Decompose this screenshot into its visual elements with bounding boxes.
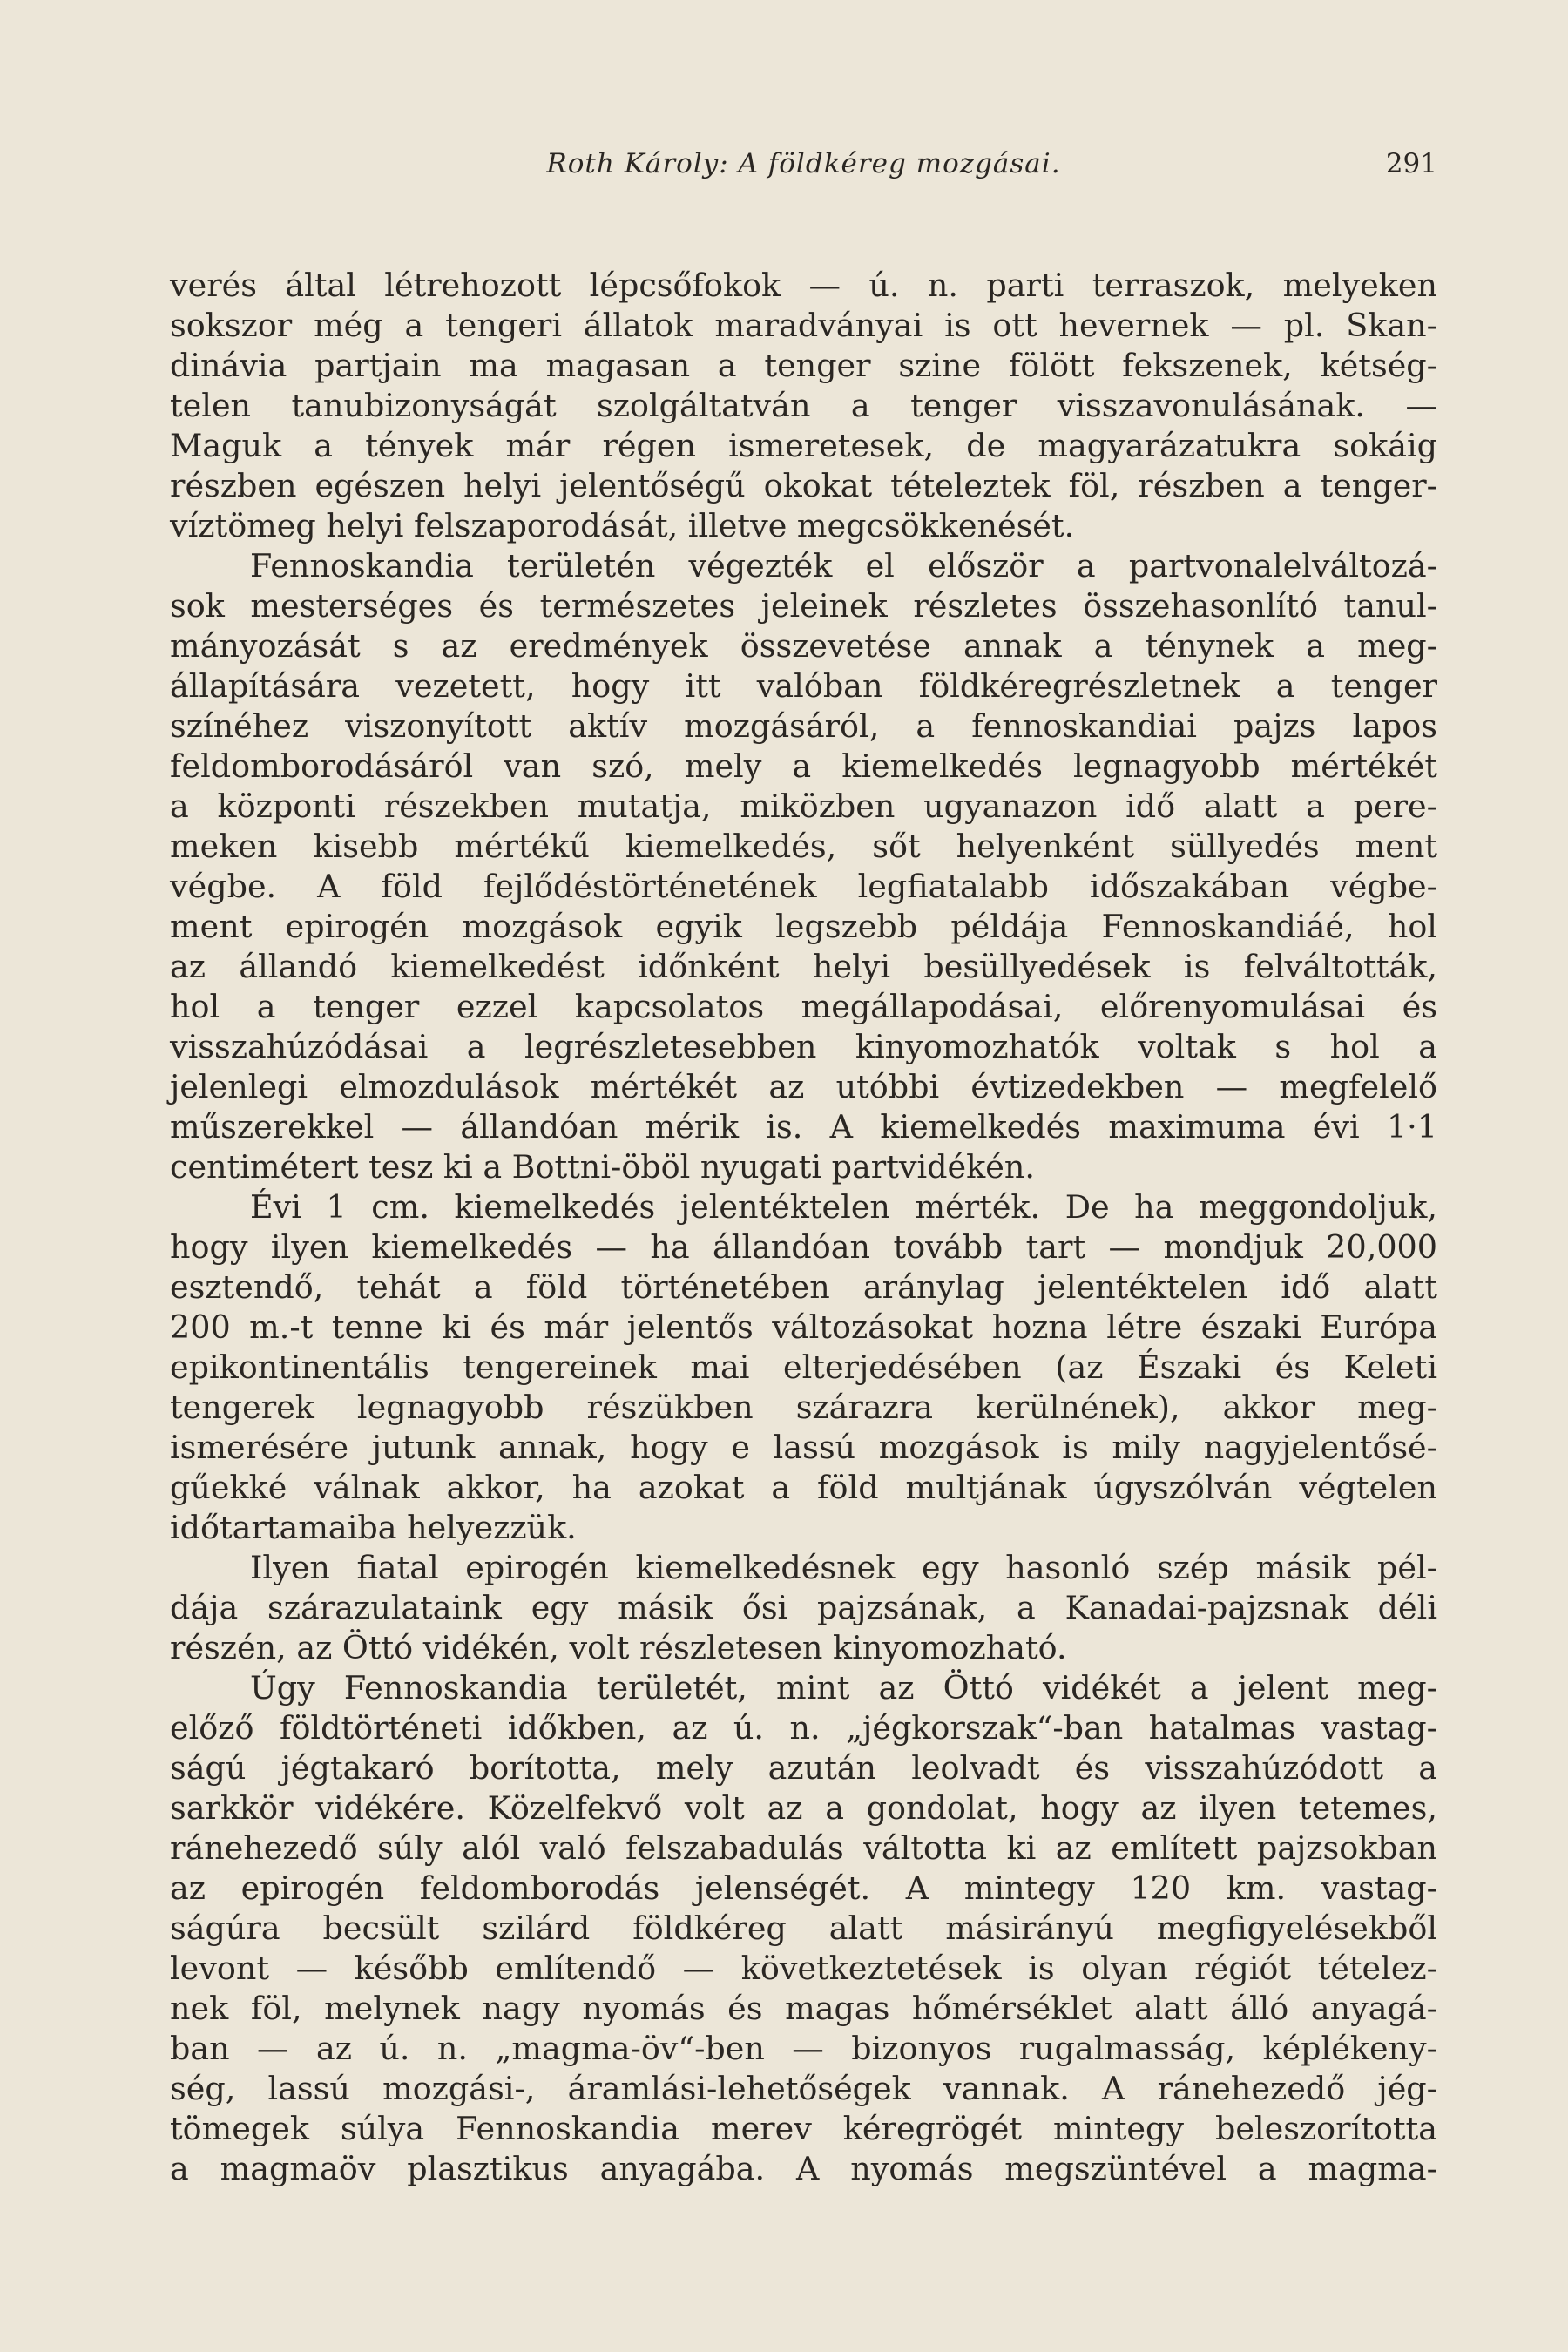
text-line: jelenlegi elmozdulások mértékét az utóbbi évtizedekben — megfelelő xyxy=(170,1068,1437,1105)
text-line: színéhez viszonyított aktív mozgásáról, a fennoskandiai pajzs lapos xyxy=(170,707,1437,745)
text-line: Évi 1 cm. kiemelkedés jelentéktelen mérték. De ha meggondoljuk, xyxy=(250,1188,1437,1226)
text-line: 200 m.-t tenne ki és már jelentős változásokat hozna létre északi Európa xyxy=(170,1308,1437,1346)
text-line: ismerésére jutunk annak, hogy e lassú mozgások is mily nagyjelentősé- xyxy=(170,1429,1437,1466)
text-line: az állandó kiemelkedést időnként helyi besüllyedések is felváltották, xyxy=(170,948,1437,985)
text-line: műszerekkel — állandóan mérik is. A kiemelkedés maximuma évi 1·1 xyxy=(170,1108,1437,1146)
text-line: ságúra becsült szilárd földkéreg alatt másirányú megfigyelésekből xyxy=(170,1909,1437,1947)
body-text xyxy=(170,266,1437,2189)
text-line: nek föl, melynek nagy nyomás és magas hőmérséklet alatt álló anyagá- xyxy=(170,1990,1437,2027)
text-line: dinávia partjain ma magasan a tenger szine fölött fekszenek, kétség- xyxy=(170,347,1437,384)
text-line: hol a tenger ezzel kapcsolatos megállapodásai, előrenyomulásai és xyxy=(170,988,1437,1025)
text-line: Úgy Fennoskandia területét, mint az Öttó vidékét a jelent meg- xyxy=(250,1669,1437,1707)
text-line: víztömeg helyi felszaporodását, illetve megcsökkenését. xyxy=(170,507,1075,544)
text-line: sok mesterséges és természetes jeleinek részletes összehasonlító tanul- xyxy=(170,587,1437,625)
text-line: tengerek legnagyobb részükben szárazra kerülnének), akkor meg- xyxy=(170,1389,1437,1426)
text-line: az epirogén feldomborodás jelenségét. A mintegy 120 km. vastag- xyxy=(170,1869,1437,1907)
text-line: előző földtörténeti időkben, az ú. n. „jégkorszak“-ban hatalmas vastag- xyxy=(170,1709,1437,1747)
text-line: részén, az Öttó vidékén, volt részletesen kinyomozható. xyxy=(170,1629,1067,1666)
text-line: állapítására vezetett, hogy itt valóban földkéregrészletnek a tenger xyxy=(170,667,1437,705)
text-line: Maguk a tények már régen ismeretesek, de magyarázatukra sokáig xyxy=(170,427,1437,464)
text-line: esztendő, tehát a föld történetében aránylag jelentéktelen idő alatt xyxy=(170,1268,1437,1306)
text-line: ságú jégtakaró borította, mely azután leolvadt és visszahúzódott a xyxy=(170,1749,1437,1787)
text-line: epikontinentális tengereinek mai elterjedésében (az Északi és Keleti xyxy=(170,1348,1437,1386)
running-title: Roth Károly: A földkéreg mozgásai. xyxy=(546,148,1061,179)
text-line: Fennoskandia területén végezték el először a partvonalelváltozá- xyxy=(250,547,1437,585)
text-line: részben egészen helyi jelentőségű okokat tételeztek föl, részben a tenger- xyxy=(170,467,1437,504)
text-line: a központi részekben mutatja, miközben ugyanazon idő alatt a pere- xyxy=(170,787,1437,825)
text-line: sarkkör vidékére. Közelfekvő volt az a gondolat, hogy az ilyen tetemes, xyxy=(170,1789,1437,1827)
text-line: dája szárazulataink egy másik ősi pajzsának, a Kanadai-pajzsnak déli xyxy=(170,1589,1437,1626)
text-line: időtartamaiba helyezzük. xyxy=(170,1509,577,1546)
text-line: ség, lassú mozgási-, áramlási-lehetőségek vannak. A ránehezedő jég- xyxy=(170,2070,1437,2107)
page-header xyxy=(170,148,1437,192)
text-line: ránehezedő súly alól való felszabadulás váltotta ki az említett pajzsokban xyxy=(170,1829,1437,1867)
text-line: gűekké válnak akkor, ha azokat a föld multjának úgyszólván végtelen xyxy=(170,1469,1437,1506)
text-line: verés által létrehozott lépcsőfokok — ú. n. parti terraszok, melyeken xyxy=(170,267,1437,304)
text-line: a magmaöv plasztikus anyagába. A nyomás megszüntével a magma- xyxy=(170,2150,1437,2187)
text-line: ment epirogén mozgások egyik legszebb példája Fennoskandiáé, hol xyxy=(170,908,1437,945)
text-line: levont — később említendő — következtetések is olyan régiót tételez- xyxy=(170,1950,1437,1987)
text-line: meken kisebb mértékű kiemelkedés, sőt helyenként süllyedés ment xyxy=(170,828,1437,865)
text-line: telen tanubizonyságát szolgáltatván a tenger visszavonulásának. — xyxy=(170,387,1437,424)
text-line: feldomborodásáról van szó, mely a kiemelkedés legnagyobb mértékét xyxy=(170,747,1437,785)
text-line: mányozását s az eredmények összevetése annak a ténynek a meg- xyxy=(170,627,1437,665)
text-line: Ilyen fiatal epirogén kiemelkedésnek egy hasonló szép másik pél- xyxy=(250,1549,1437,1586)
text-line: ban — az ú. n. „magma-öv“-ben — bizonyos rugalmasság, képlékeny- xyxy=(170,2030,1437,2067)
text-line: centimétert tesz ki a Bottni-öböl nyugati partvidékén. xyxy=(170,1148,1035,1186)
text-line: hogy ilyen kiemelkedés — ha állandóan tovább tart — mondjuk 20,000 xyxy=(170,1228,1437,1266)
text-line: visszahúzódásai a legrészletesebben kinyomozhatók voltak s hol a xyxy=(170,1028,1437,1065)
text-line: sokszor még a tengeri állatok maradványai is ott hevernek — pl. Skan- xyxy=(170,307,1437,344)
text-line: tömegek súlya Fennoskandia merev kéregrögét mintegy beleszorította xyxy=(170,2110,1437,2147)
page-number: 291 xyxy=(1385,148,1437,179)
text-line: végbe. A föld fejlődéstörténetének legfiatalabb időszakában végbe- xyxy=(170,868,1437,905)
